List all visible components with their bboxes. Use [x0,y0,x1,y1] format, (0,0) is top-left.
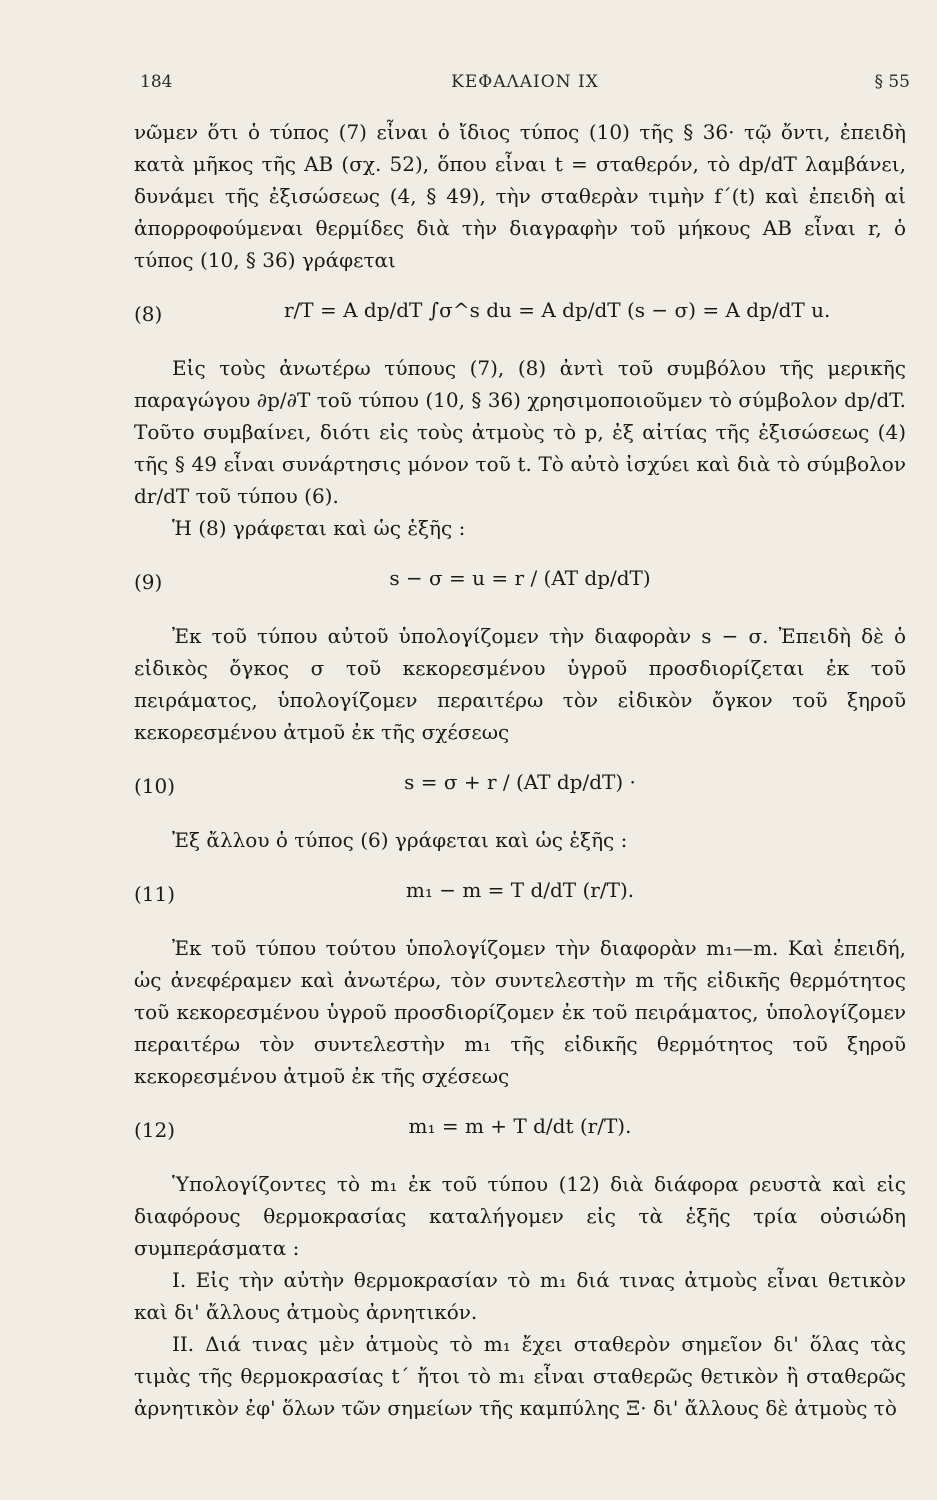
chapter-title: ΚΕΦΑΛΑΙΟΝ IX [451,72,599,92]
equation-number-9: (9) [134,570,163,594]
paragraph-3: Ἡ (8) γράφεται καὶ ὡς ἑξῆς : [172,516,466,540]
page-body [134,116,906,1424]
paragraph-2: Εἰς τοὺς ἀνωτέρω τύπους (7), (8) ἀντὶ τοῦ συμβόλου τῆς μερικῆς παραγώγου ∂p/∂T τοῦ τύπου (10, § 36) χρησιμοποιοῦμεν τὸ σύμβολον dp/dT. Τοῦτο συμβαίνει, διότι εἰς τοὺς ἀτμοὺς τὸ p, ἐξ αἰτίας τῆς ἐξισώσεως (4) τῆς § 49 εἶναι συνάρτησις μόνον τοῦ t. Τὸ αὐτὸ ἰσχύει καὶ διὰ τὸ σύμβολον dr/dT τοῦ τύπου (6). [134,356,906,508]
equation-10 [134,754,906,818]
equation-12 [134,1098,906,1162]
equation-10-body: s = σ + r / (AT dp/dT) · [404,770,636,794]
equation-11 [134,862,906,926]
equation-9 [134,550,906,614]
equation-number-8: (8) [134,302,163,326]
paragraph-5: Ἐξ ἄλλου ὁ τύπος (6) γράφεται καὶ ὡς ἑξῆς : [172,828,628,852]
paragraph-6: Ἐκ τοῦ τύπου τούτου ὑπολογίζομεν τὴν διαφορὰν m₁—m. Καὶ ἐπειδή, ὡς ἀνεφέραμεν καὶ ἀνωτέρω, τὸν συντελεστὴν m τῆς εἰδικῆς θερμότητος τοῦ κεκορεσμένου ὑγροῦ προσδιορίζομεν ἐκ τοῦ πειράματος, ὑπολογίζομεν περαιτέρω τὸν συντελεστὴν m₁ τῆς εἰδικῆς θερμότητος τοῦ ξηροῦ κεκορεσμένου ἀτμοῦ ἐκ τῆς σχέσεως [134,936,906,1088]
equation-number-10: (10) [134,774,176,798]
paragraph-1: νῶμεν ὅτι ὁ τύπος (7) εἶναι ὁ ἴδιος τύπος (10) τῆς § 36· τῷ ὄντι, ἐπειδὴ κατὰ μῆκος τῆς ΑΒ (σχ. 52), ὅπου εἶναι t = σταθερόν, τὸ dp/dT λαμβάνει, δυνάμει τῆς ἐξισώσεως (4, § 49), τὴν σταθερὰν τιμὴν f΄(t) καὶ ἐπειδὴ αἱ ἀπορροφούμεναι θερμίδες διὰ τὴν διαγραφὴν τοῦ μήκους ΑΒ εἶναι r, ὁ τύπος (10, § 36) γράφεται [134,120,906,272]
equation-number-11: (11) [134,882,176,906]
equation-8 [134,282,906,346]
section-marker: § 55 [874,72,910,92]
page-number: 184 [140,72,173,92]
equation-8-body: r/T = A dp/dT ∫σ^s du = A dp/dT (s − σ) = A dp/dT u. [284,298,831,322]
paragraph-4: Ἐκ τοῦ τύπου αὐτοῦ ὑπολογίζομεν τὴν διαφορὰν s − σ. Ἐπειδὴ δὲ ὁ εἰδικὸς ὄγκος σ τοῦ κεκορεσμένου ὑγροῦ προσδιορίζεται ἐκ τοῦ πειράματος, ὑπολογίζομεν περαιτέρω τὸν εἰδικὸν ὄγκον τοῦ ξηροῦ κεκορεσμένου ἀτμοῦ ἐκ τῆς σχέσεως [134,624,906,744]
paragraph-9: II. Διά τινας μὲν ἀτμοὺς τὸ m₁ ἔχει σταθερὸν σημεῖον δι' ὅλας τὰς τιμὰς τῆς θερμοκρασίας t΄ ἤτοι τὸ m₁ εἶναι σταθερῶς θετικὸν ἢ σταθερῶς ἀρνητικὸν ἐφ' ὅλων τῶν σημείων τῆς καμπύλης Ξ· δι' ἄλλους δὲ ἀτμοὺς τὸ [134,1332,906,1420]
equation-11-body: m₁ − m = T d/dT (r/T). [405,878,635,902]
equation-number-12: (12) [134,1118,176,1142]
page-header [140,72,910,98]
equation-12-body: m₁ = m + T d/dt (r/T). [408,1114,632,1138]
equation-9-body: s − σ = u = r / (AT dp/dT) [389,566,651,590]
paragraph-8: I. Εἰς τὴν αὐτὴν θερμοκρασίαν τὸ m₁ διά τινας ἀτμοὺς εἶναι θετικὸν καὶ δι' ἄλλους ἀτμοὺς ἀρνητικόν. [134,1268,906,1324]
paragraph-7: Ὑπολογίζοντες τὸ m₁ ἐκ τοῦ τύπου (12) διὰ διάφορα ρευστὰ καὶ εἰς διαφόρους θερμοκρασίας καταλήγομεν εἰς τὰ ἑξῆς τρία οὐσιώδη συμπεράσματα : [134,1172,906,1260]
